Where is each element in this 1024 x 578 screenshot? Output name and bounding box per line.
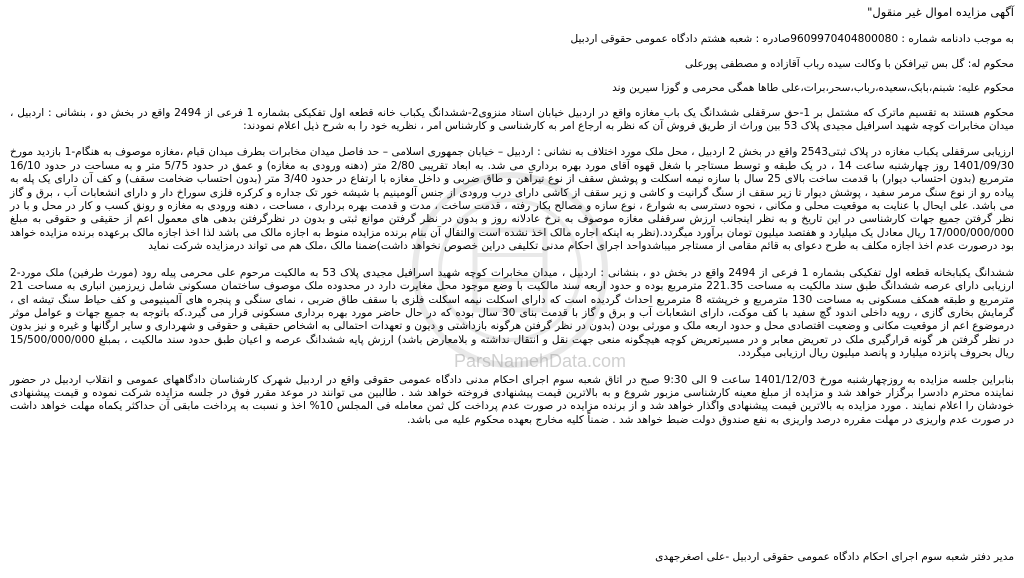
shop-appraisal-paragraph: ارزیابی سرقفلی یکباب مغازه در پلاک ثبتی2543 واقع در بخش 2 اردبیل ، محل ملک مورد اختلاف به نشانی : اردبیل – خیابان جمهوری اسلامی – حد فاصل میدان مخابرات بطرف میدان قیام ،مغازه موصوف به هنگام-1 بازدید مورخ 1401/09/30 روز چهارشنبه ساعت 14 ، در یک طبقه و توسط مستاجر با شغل قهوه آقای مورد بهره برداری می شد. به ابعاد تقریبی 2/80 متر (دهنه ورودی به مغازه) و عمق در حدود 5/75 متر و به مساحت در حدود 16/10 مترمربع (بدون احتساب دیوار) با قدمت ساخت بالای 25 سال با سازه نیمه اسکلت و پوشش سقف از نوع تیرآهن و طاق ضربی و داخل مغازه با ارتفاع در حدود 3/40 متر (بدون احتساب ضخامت سقف) و کف آن دارای یک پله به پیاده رو از نوع سنگ مرمر سفید ، پوشش دیوار تا زیر سقف از سنگ گرانیت و کاشی و زیر سقف از کاشی دارای درب ورودی از جنس آلومینیم با شیشه خور تک جداره و کرکره فلزی سوراخ دار و دارای انشعابات آب ، برق و گاز می باشد. علی ایحال با عنایت به موقعیت محلی و مکانی ، نحوه دسترسی به شوارع ، نوع سازه و مصالح بکار رفته ، قدمت ساخت ، مدت و قدمت بهره برداری ، مساحت ، دهنه ورودی به مغازه و رونق کسب و کار در محل و با در نظر گرفتن جمیع جهات کارشناسی در این تاریخ و به نظر اینجانب ارزش سرقفلی مغازه موصوف به نرخ عادلانه روز و بدون در نظر گرفتن موانع ثبتی و بدون در نظرگرفتن بدهی های معمول اعم از حقیقی و حقوقی به مبلغ 17/000/000/000 ریال معادل یک میلیارد و هفتصد میلیون تومان برآورد میگردد.(نظر به اینکه اجاره مالک اخذ نشده است والتقال آن بنام برنده مزایده منوط به اجازه مالک می باشد لذا اخذ اجازه مالک برعهده برنده مزایده خواهد بود درصورت عدم اخذ اجازه مکلف به طرح دعوای به قائم مقامی از مستاجر میباشدواحد اجرای احکام مدنی تکلیفی دراین خصوص نخواهد داشت)ضمنا مالک ،ملک هم می تواند درمزایده شرکت نماید <box>10 146 1014 253</box>
signature-line: مدیر دفتر شعبه سوم اجرای احکام دادگاه عمومی حقوقی اردبیل -علی اصغرجهدی <box>655 550 1014 563</box>
debtor-line: محکوم علیه: شبنم،بابک،سعیده،رباب،سحر،برات،علی طاها همگی محرمی و گوزا سیرین وند <box>612 82 1014 95</box>
winner-line: محکوم له: گل بس تیرافکن با وکالت سیده رباب آقازاده و مصطفی پورعلی <box>685 57 1014 70</box>
auction-terms-paragraph: بنابراین جلسه مزایده به روزچهارشنبه مورخ 1401/12/03 ساعت 9 الی 9:30 صبح در اتاق شعبه سوم اجرای احکام مدنی دادگاه عمومی حقوقی واقع در اردبیل شهرک کارشناسان دادگاههای عمومی و انقلاب اردبیل در حضور نماینده محترم دادسرا برگزار خواهد شد و مزایده از مبلغ معینه کارشناسی مزبور شروع و به بالاترین قیمت پیشنهادی فروخته خواهد شد . طالبین می توانند در موعد مقرر فوق در جلسه مزایده شرکت نموده و قیمت پیشنهادی خودشان را اعلام نمایند . مورد مزایده به بالاترین قیمت پیشنهادی واگذار خواهد شد و از برنده مزایده در صورت عدم پرداخت کل ثمن معامله فی المجلس 10% اخذ و نسبت به پرداخت مابقی آن حداکثر یکماه مهلت خواهد داشت در صورت عدم واریزی در مهلت مقرره درصد واریزی به نفع صندوق دولت ضبط خواهد شد . ضمناً کلیه مخارج بعهده محکوم علیه می باشد. <box>10 373 1015 426</box>
notice-document <box>10 4 1014 574</box>
order-line: به موجب دادنامه شماره : 9609970404800080صادره : شعبه هشتم دادگاه عمومی حقوقی اردبیل <box>570 33 1014 46</box>
notice-title: آگهی مزایده اموال غیر منقول" <box>867 5 1014 19</box>
intro-paragraph: محکوم هستند به تقسیم ماترک که مشتمل بر 1-حق سرقفلی ششدانگ یک باب مغازه واقع در اردبیل خیابان استاد منزوی2-ششدانگ یکباب خانه قطعه اول تفکیکی بشماره 1 فرعی از 2494 واقع در بخش دو ، بنشانی : اردبیل ، میدان مخابرات کوچه شهید اسرافیل مجیدی پلاک 53 بین وراث از طریق فروش آن که نظر به ارجاع امر به کارشناسی و کارشناس امر ، نظریه خود را به شرح ذیل اعلام نمودند: <box>10 106 1015 133</box>
watermark-text: ParsNamehData.com <box>453 351 627 371</box>
house-appraisal-paragraph: ششدانگ یکبابخانه قطعه اول تفکیکی بشماره 1 فرعی از 2494 واقع در بخش دو ، بنشانی : اردبیل ، میدان مخابرات کوچه شهید اسرافیل مجیدی پلاک 53 به مالکیت مرحوم علی محرمی پیله رود (مورث طرفین) ملک مورد-2 ارزیابی دارای عرصه ششدانگ طبق سند مالکیت به مساحت 221.35 مترمربع بوده و حدود اربعه سند مالکیت با وضع موجود محل مغایرت دارد در محدوده ملک موصوف ساختمان مسکونی شامل زیرزمین انباری به مساحت 21 مترمربع و طبقه همکف مسکونی به مساحت 130 مترمربع و خرپشته 8 مترمربع احداث گردیده است که دارای اسکلت نیمه اسکلت فلزی با سقف طاق ضربی ، نمای سنگی و پنجره های آلمینیومی و کف حیاط سنگ تیشه ای ، گرمایش بخاری گازی ، رویه داخلی اندود گچ سفید با کف موکت، دارای انشعابات آب و برق و گاز با قدمت بنای 30 سال بوده که در حال حاضر مورد بهره برداری مسکونی قرار می گیرد.که باتوجه به جمیع جهات و عوامل موثر درموضوع اعم از موقعیت مکانی و وضعیت اقتصادی محل و حدود اربعه ملک و مورثی بودن (بدون در نظر گرفتن هرگونه بازداشتی و دیون و تعهدات احتمالی به اشخاص حقیقی و حقوقی و شهرداری و سایر ارگانها و غیره و نیز بدون در نظر گرفتن هر گونه قرارگیری ملک در تعریض معابر و در مسیرتعریض کوچه هیچگونه منعی جهت نقل و انتقال نداشته و بلامعارض باشد) ارزش پایه ششدانگ عرصه و اعیان طبق حدود سند مالکیت ، بمبلغ 15/500/000/000 ریال بحروف پانزده میلیارد و پانصد میلیون ریال ارزیابی میگردد. <box>10 266 1015 360</box>
